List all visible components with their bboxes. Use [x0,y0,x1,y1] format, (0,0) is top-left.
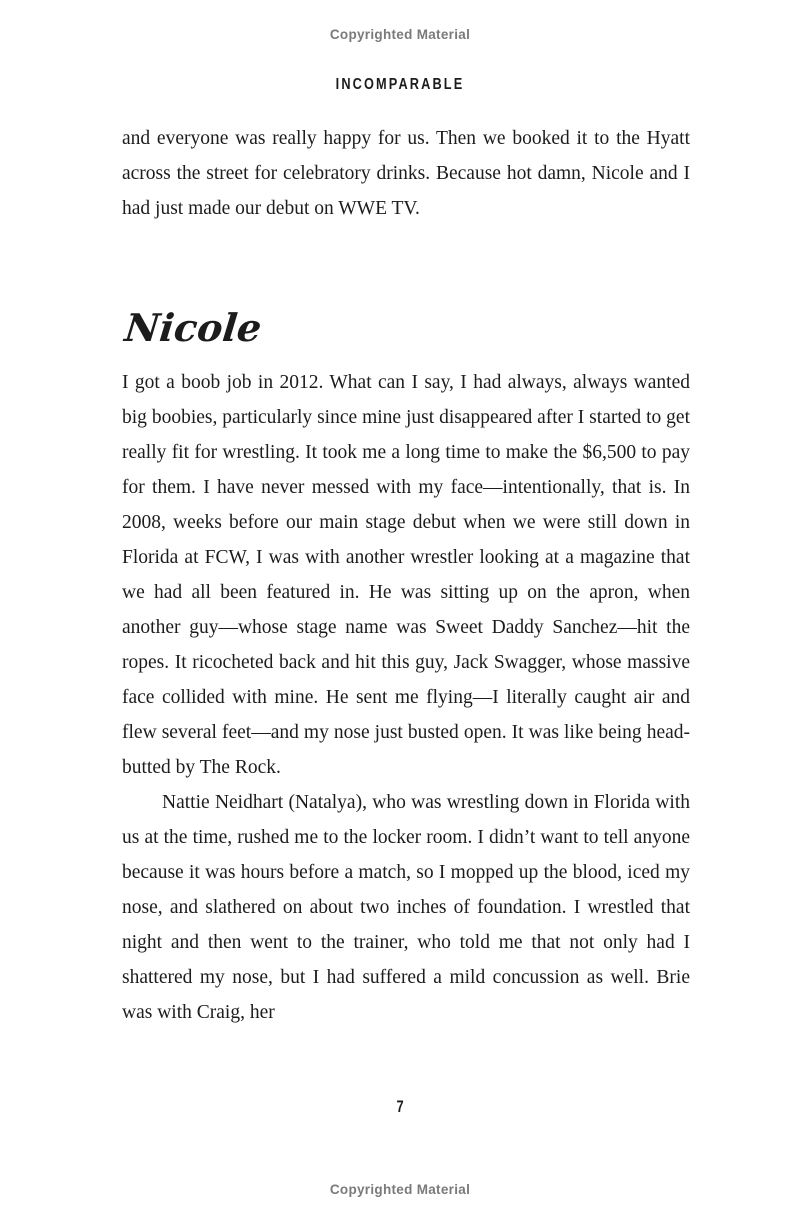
copyright-notice-bottom: Copyrighted Material [329,1182,471,1197]
paragraph: I got a boob job in 2012. What can I say, I had always, always wanted big boobies, particularly since mine just disappeared after I started to get really fit for wrestling. It took me a long time to make the $6,500 to pay for them. I have never messed with my face—intentionally, that is. In 2008, weeks before our main stage debut when we were still down in Florida at FCW, I was with another wrestler looking at a magazine that we had all been featured in. He was sitting up on the apron, when another guy—whose stage name was Sweet Daddy Sanchez—hit the ropes. It ricocheted back and hit this guy, Jack Swagger, whose massive face collided with mine. He sent me flying—I literally caught air and flew several feet—and my nose just busted open. It was like being head-butted by The Rock. [122,372,690,778]
paragraph: Nattie Neidhart (Natalya), who was wrestling down in Florida with us at the time, rushed me to the locker room. I didn’t want to tell anyone because it was hours before a match, so I mopped up the blood, iced my nose, and slathered on about two inches of foundation. I wrestled that night and then went to the trainer, who told me that not only had I shattered my nose, but I had suffered a mild concussion as well. Brie was with Craig, her [122,792,690,1023]
continuation-paragraph-block [122,121,690,226]
page-number: 7 [396,1098,404,1117]
running-header-book-title: INCOMPARABLE [335,75,465,94]
copyright-notice-top: Copyrighted Material [329,27,471,42]
continuation-paragraph: and everyone was really happy for us. Then we booked it to the Hyatt across the street for celebratory drinks. Because hot damn, Nicole and I had just made our debut on WWE TV. [122,128,690,219]
main-text-block [122,365,690,1030]
section-heading-nicole: Nicole [122,305,264,350]
